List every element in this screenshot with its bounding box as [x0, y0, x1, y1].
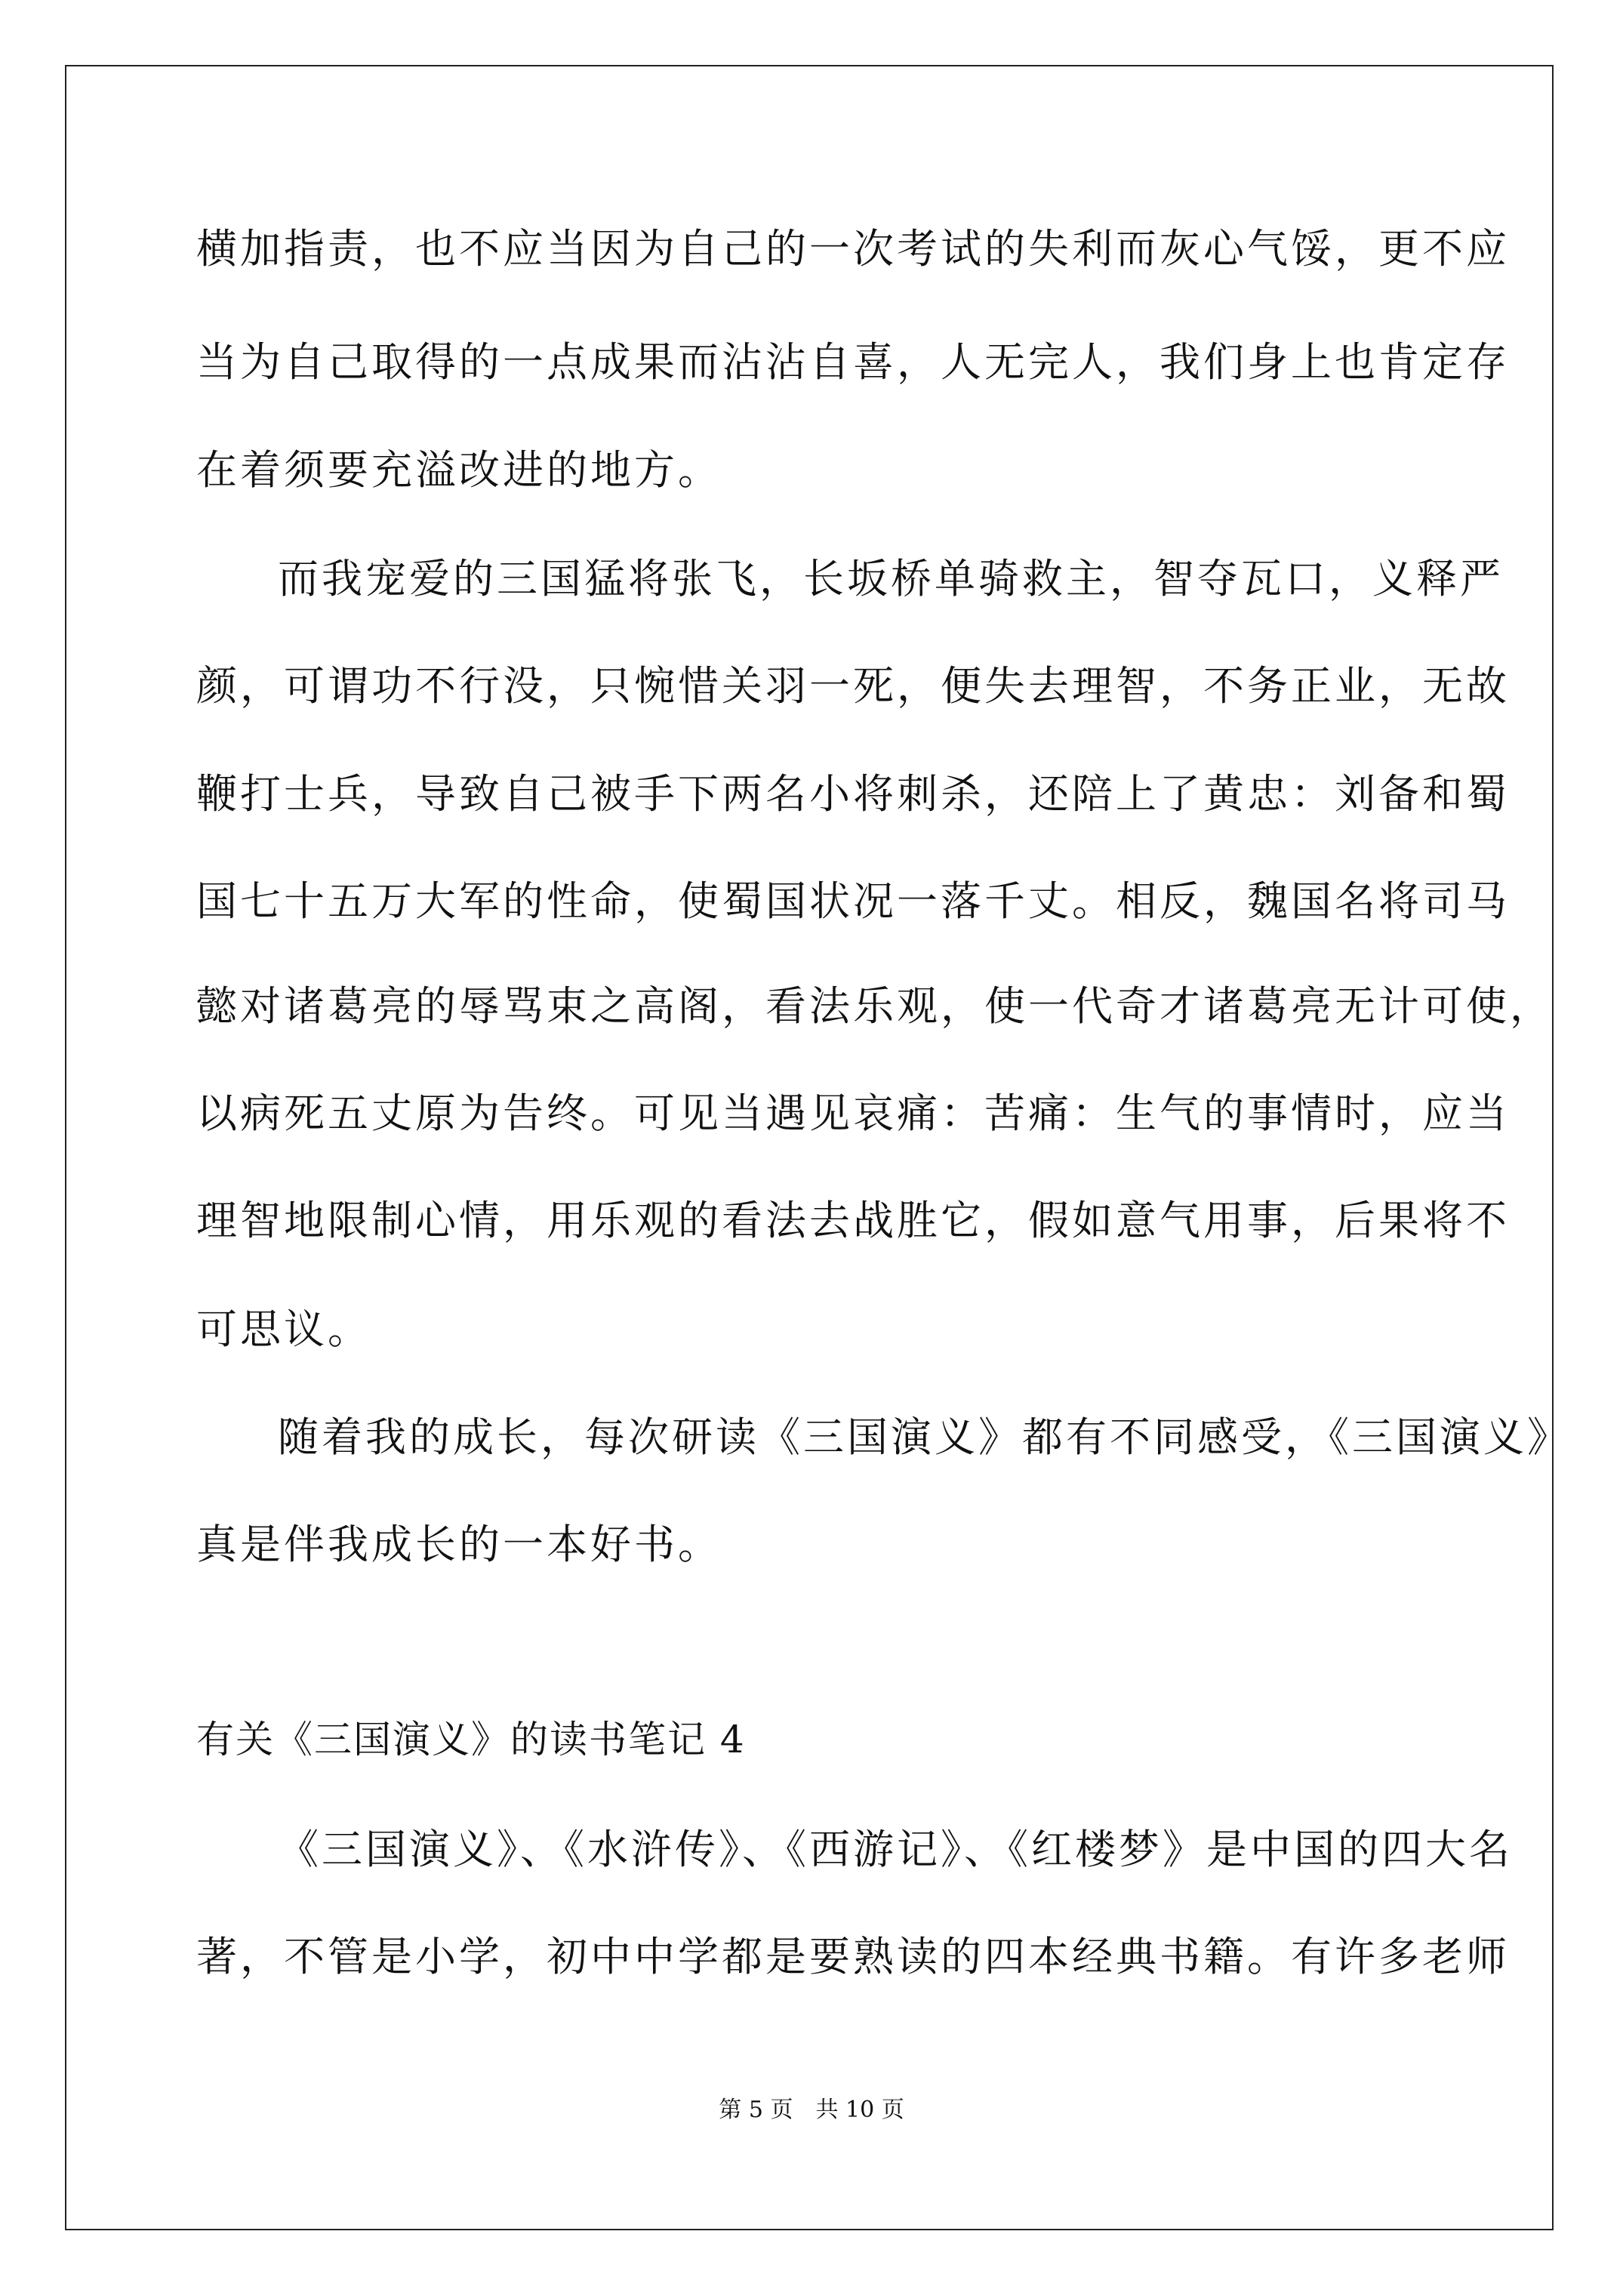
- page-number-footer: 第 5 页 共 10 页: [719, 2097, 904, 2123]
- paragraph-line: 国七十五万大军的性命，使蜀国状况一落千丈。相反，魏国名将司马: [196, 877, 1510, 925]
- paragraph-line: 以病死五丈原为告终。可见当遇见哀痛：苦痛：生气的事情时，应当: [196, 1089, 1510, 1137]
- paragraph-line: 理智地限制心情，用乐观的看法去战胜它，假如意气用事，后果将不: [196, 1197, 1510, 1244]
- paragraph-line: 真是伴我成长的一本好书。: [196, 1521, 722, 1568]
- paragraph-line: 懿对诸葛亮的辱骂束之高阁，看法乐观，使一代奇才诸葛亮无计可使，: [196, 982, 1554, 1030]
- paragraph-line: 而我宠爱的三国猛将张飞，长坂桥单骑救主，智夺瓦口，义释严: [278, 555, 1504, 603]
- section-heading: 有关《三国演义》的读书笔记 4: [196, 1718, 746, 1761]
- paragraph-line: 横加指责，也不应当因为自己的一次考试的失利而灰心气馁，更不应: [196, 225, 1510, 273]
- page-border: [65, 65, 1554, 2230]
- paragraph-line: 可思议。: [196, 1305, 371, 1353]
- paragraph-line: 著，不管是小学，初中中学都是要熟读的四本经典书籍。有许多老师: [196, 1933, 1510, 1980]
- paragraph-line: 随着我的成长，每次研读《三国演义》都有不同感受，《三国演义》: [278, 1413, 1571, 1461]
- paragraph-line: 《三国演义》、《水浒传》、《西游记》、《红楼梦》是中国的四大名: [278, 1826, 1513, 1873]
- paragraph-line: 鞭打士兵，导致自己被手下两名小将刺杀，还陪上了黄忠：刘备和蜀: [196, 770, 1510, 818]
- paragraph-line: 颜，可谓功不行没，只惋惜关羽一死，便失去理智，不务正业，无故: [196, 662, 1510, 710]
- paragraph-line: 在着须要充溢改进的地方。: [196, 446, 722, 494]
- paragraph-line: 当为自己取得的一点成果而沾沾自喜，人无完人，我们身上也肯定存: [196, 338, 1510, 386]
